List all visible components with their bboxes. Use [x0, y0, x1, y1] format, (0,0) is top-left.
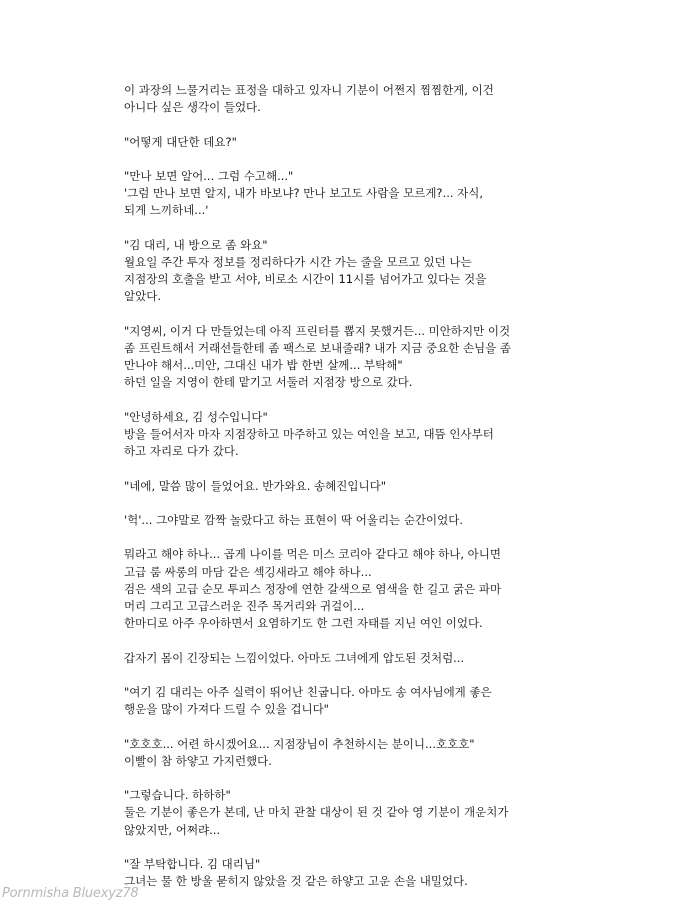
- text-line: 좀 프린트해서 거래선들한테 좀 팩스로 보내줄래? 내가 지금 중요한 손님을 좀: [124, 340, 512, 355]
- paragraph: [124, 650, 564, 667]
- text-line: '헉'... 그야말로 깜짝 놀랐다고 하는 표현이 딱 어울리는 순간이었다.: [124, 512, 464, 527]
- text-line: 둘은 기분이 좋은가 본데, 난 마치 관찰 대상이 된 것 같아 영 기분이 개운치가: [124, 805, 509, 820]
- paragraph: [124, 684, 564, 718]
- paragraph: [124, 736, 564, 770]
- text-line: 이빨이 참 하얗고 가지런했다.: [124, 753, 272, 768]
- text-line: "여기 김 대리는 아주 실력이 뛰어난 친굽니다. 아마도 송 여사님에게 좋은: [124, 684, 492, 699]
- text-line: "지영씨, 이거 다 만들었는데 아직 프린터를 뽑지 못했거든... 미안하지만 이것: [124, 323, 511, 338]
- paragraph: [124, 546, 564, 632]
- text-line: "네에, 말씀 많이 들었어요. 반가와요. 송혜진입니다": [124, 478, 387, 493]
- text-line: "어떻게 대단한 데요?": [124, 134, 237, 149]
- paragraph: [124, 82, 564, 116]
- text-line: 되게 느끼하네...': [124, 203, 209, 218]
- text-line: '그럼 만나 보면 알지, 내가 바보냐? 만나 보고도 사람을 모르게?... 자식,: [124, 186, 484, 201]
- text-line: 뭐라고 해야 하나... 곱게 나이를 먹은 미스 코리아 같다고 해야 하나, 아니면: [124, 547, 501, 562]
- text-line: 방을 들어서자 마자 지점장하고 마주하고 있는 여인을 보고, 대뜸 인사부터: [124, 426, 494, 441]
- text-line: "호호호... 어련 하시겠어요... 지점장님이 추천하시는 분이니...호호호": [124, 736, 475, 751]
- text-line: 갑자기 몸이 긴장되는 느낌이었다. 아마도 그녀에게 압도된 것처럼...: [124, 650, 465, 665]
- paragraph: [124, 323, 564, 392]
- paragraph: [124, 856, 564, 890]
- text-line: "안녕하세요, 김 성수입니다": [124, 409, 268, 424]
- text-line: 하고 자리로 다가 갔다.: [124, 444, 239, 459]
- paragraph: [124, 787, 564, 839]
- text-line: 이 과장의 느물거리는 표정을 대하고 있자니 기분이 어쩐지 찜찜한게, 이건: [124, 83, 494, 97]
- paragraph: [124, 512, 564, 529]
- text-line: "김 대리, 내 방으로 좀 와요": [124, 237, 268, 252]
- text-line: 행운을 많이 가져다 드릴 수 있을 겁니다": [124, 702, 329, 717]
- text-line: 월요일 주간 투자 정보를 정리하다가 시간 가는 줄을 모르고 있던 나는: [124, 254, 472, 269]
- paragraph: [124, 134, 564, 151]
- text-line: 만나야 해서...미안, 그대신 내가 밥 한번 살께... 부탁해": [124, 358, 403, 373]
- text-line: 지점장의 호출을 받고 서야, 비로소 시간이 11시를 넘어가고 있다는 것을: [124, 272, 487, 287]
- paragraph: [124, 409, 564, 461]
- text-line: 머리 그리고 고급스러운 진주 목거리와 귀걸이...: [124, 598, 365, 613]
- text-line: 검은 색의 고급 순모 투피스 정장에 연한 갈색으로 염색을 한 길고 굵은 파마: [124, 581, 502, 596]
- text-line: "만나 보면 알어... 그럼 수고해...": [124, 168, 294, 183]
- paragraph: [124, 478, 564, 495]
- paragraph: [124, 168, 564, 220]
- paragraph: [124, 237, 564, 306]
- text-line: 그녀는 물 한 방울 묻히지 않았을 것 같은 하얗고 고운 손을 내밀었다.: [124, 874, 468, 889]
- watermark: Pornmisha Bluexyz78: [2, 886, 139, 901]
- text-line: 고급 룸 싸롱의 마담 같은 섹깅새라고 해야 하나...: [124, 564, 372, 579]
- text-line: 아니다 싶은 생각이 들었다.: [124, 100, 261, 115]
- text-line: 한마디로 아주 우아하면서 요염하기도 한 그런 자태를 지닌 여인 이었다.: [124, 616, 483, 631]
- text-line: "그렇습니다. 하하하": [124, 788, 231, 803]
- text-line: 않았지만, 어쩌랴...: [124, 822, 221, 837]
- text-line: "잘 부탁합니다. 김 대리님": [124, 856, 261, 871]
- text-line: 알았다.: [124, 289, 161, 304]
- document-body: [124, 82, 564, 908]
- text-line: 하던 일을 지영이 한테 맡기고 서둘러 지점장 방으로 갔다.: [124, 375, 413, 390]
